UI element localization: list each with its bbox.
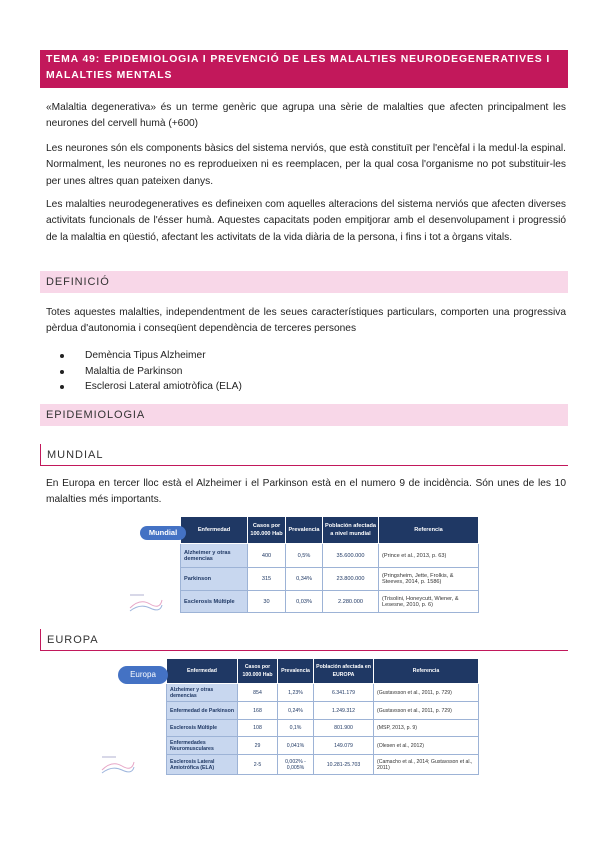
table-cell: 0,5% <box>286 544 323 568</box>
table-cell: Esclerosis Lateral Amiotrófica (ELA) <box>167 755 238 775</box>
column-header: Enfermedad <box>167 659 238 684</box>
intro-paragraph-1: «Malaltia degenerativa» és un terme genèric que agrupa una sèrie de malalties que afecten principalment les neurones del cervell humà (+600) <box>46 102 566 130</box>
table-cell: 29 <box>238 737 278 755</box>
table-cell: 854 <box>238 684 278 702</box>
section-heading-definicio: DEFINICIÓ <box>40 271 568 293</box>
column-header: Prevalencia <box>286 517 323 544</box>
column-header: Prevalencia <box>278 659 314 684</box>
table-cell: Esclerosis Múltiple <box>167 720 238 737</box>
table-cell: (Trisolini, Honeycutt, Wiener, & Lesesne, 2010, p. 6) <box>379 591 479 613</box>
mundial-table <box>180 516 479 613</box>
mundial-paragraph: En Europa en tercer lloc està el Alzheimer i el Parkinson està en el numero 9 de incidència. Són unes de les 10 malalties més importants. <box>46 478 566 506</box>
bullet-icon <box>60 354 64 358</box>
europa-table <box>166 658 479 775</box>
table-cell: (Gustavsson et al., 2011, p. 729) <box>374 684 479 702</box>
table-row <box>167 702 479 720</box>
table-cell: Enfermedades Neuromusculares <box>167 737 238 755</box>
table-row <box>181 568 479 591</box>
table-cell: (MSP, 2013, p. 9) <box>374 720 479 737</box>
table-cell: 1,23% <box>278 684 314 702</box>
table-cell: 1.249.312 <box>314 702 374 720</box>
intro-paragraph-2: Les neurones són els components bàsics del sistema nerviós, que està constituït per l'encèfal i la medul·la espinal. Normalment, les neurones no es reprodueixen ni es reemplacen, per la qual cosa l'organisme no pot substituir-les per unes altres quan pateixen danys. <box>46 143 566 187</box>
table-cell: (Olesen et al., 2012) <box>374 737 479 755</box>
table-cell: 0,1% <box>278 720 314 737</box>
table-cell: 0,002% - 0,005% <box>278 755 314 775</box>
table-cell: 0,34% <box>286 568 323 591</box>
table-cell: (Pringsheim, Jette, Frolkis, & Steeves, 2014, p. 1586) <box>379 568 479 591</box>
subheading-mundial: MUNDIAL <box>40 444 568 466</box>
definicio-paragraph: Totes aquestes malalties, independentment de les seues característiques particulars, comporten una progressiva pèrdua d'autonomia i conseqüent dependència de terceres persones <box>46 307 566 335</box>
table-row <box>181 591 479 613</box>
page-title: TEMA 49: EPIDEMIOLOGIA I PREVENCIÓ DE LES MALALTIES NEURODEGENERATIVES I MALALTIES MENTALS <box>40 50 568 88</box>
column-header: Referencia <box>374 659 479 684</box>
table-cell: 6.341.179 <box>314 684 374 702</box>
table-cell: 315 <box>248 568 286 591</box>
table-row <box>167 737 479 755</box>
disease-bullet-list <box>60 348 242 395</box>
table-cell: 400 <box>248 544 286 568</box>
europa-table-label: Europa <box>118 666 168 684</box>
table-cell: 0,24% <box>278 702 314 720</box>
table-cell: 0,041% <box>278 737 314 755</box>
table-cell: 149.079 <box>314 737 374 755</box>
list-item-text: Malaltia de Parkinson <box>85 365 183 377</box>
table-cell: 108 <box>238 720 278 737</box>
table-cell: Parkinson <box>181 568 248 591</box>
bullet-icon <box>60 385 64 389</box>
column-header: Casos por 100.000 Hab <box>238 659 278 684</box>
mundial-table-label: Mundial <box>140 526 186 540</box>
list-item <box>60 379 242 395</box>
table-cell: 2-5 <box>238 755 278 775</box>
table-row <box>167 684 479 702</box>
table-cell: (Prince et al., 2013, p. 63) <box>379 544 479 568</box>
column-header: Población afectada en EUROPA <box>314 659 374 684</box>
list-item-text: Esclerosi Lateral amiotròfica (ELA) <box>85 381 242 393</box>
table-cell: 30 <box>248 591 286 613</box>
table-cell: Enfermedad de Parkinson <box>167 702 238 720</box>
intro-paragraph-3: Les malalties neurodegeneratives es defineixen com aquelles alteracions del sistema nerviós que afecten diverses activitats funcionals de l'ésser humà. Aquestes capacitats poden empitjorar amb el desenvolupament i progressió de la malaltia en qüestió, afectant les activitats de la vida diària de la persona, i fins i tot a òrgans vitals. <box>46 199 566 243</box>
bullet-icon <box>60 370 64 374</box>
table-row <box>167 720 479 737</box>
list-item <box>60 348 242 364</box>
subheading-europa: EUROPA <box>40 629 568 651</box>
table-cell: Alzheimer y otras demencias <box>181 544 248 568</box>
column-header: Casos por 100.000 Hab <box>248 517 286 544</box>
table-cell: Alzheimer y otras demencias <box>167 684 238 702</box>
section-heading-epidemiologia: EPIDEMIOLOGIA <box>40 404 568 426</box>
table-cell: 168 <box>238 702 278 720</box>
table-cell: 35.600.000 <box>323 544 379 568</box>
table-cell: (Camacho et al., 2014; Gustavsson et al., 2011) <box>374 755 479 775</box>
column-header: Enfermedad <box>181 517 248 544</box>
table-cell: Esclerosis Múltiple <box>181 591 248 613</box>
table-cell: 23.800.000 <box>323 568 379 591</box>
table-row <box>167 755 479 775</box>
table-row <box>181 544 479 568</box>
table-cell: 2.280.000 <box>323 591 379 613</box>
logo-watermark-icon <box>128 590 164 614</box>
list-item-text: Demència Tipus Alzheimer <box>85 350 206 361</box>
column-header: Referencia <box>379 517 479 544</box>
table-cell: (Gustavsson et al., 2011, p. 729) <box>374 702 479 720</box>
table-cell: 0,03% <box>286 591 323 613</box>
table-cell: 10.281-25.703 <box>314 755 374 775</box>
logo-watermark-icon <box>100 752 136 776</box>
list-item <box>60 364 242 380</box>
column-header: Población afectada a nivel mundial <box>323 517 379 544</box>
table-cell: 801.900 <box>314 720 374 737</box>
